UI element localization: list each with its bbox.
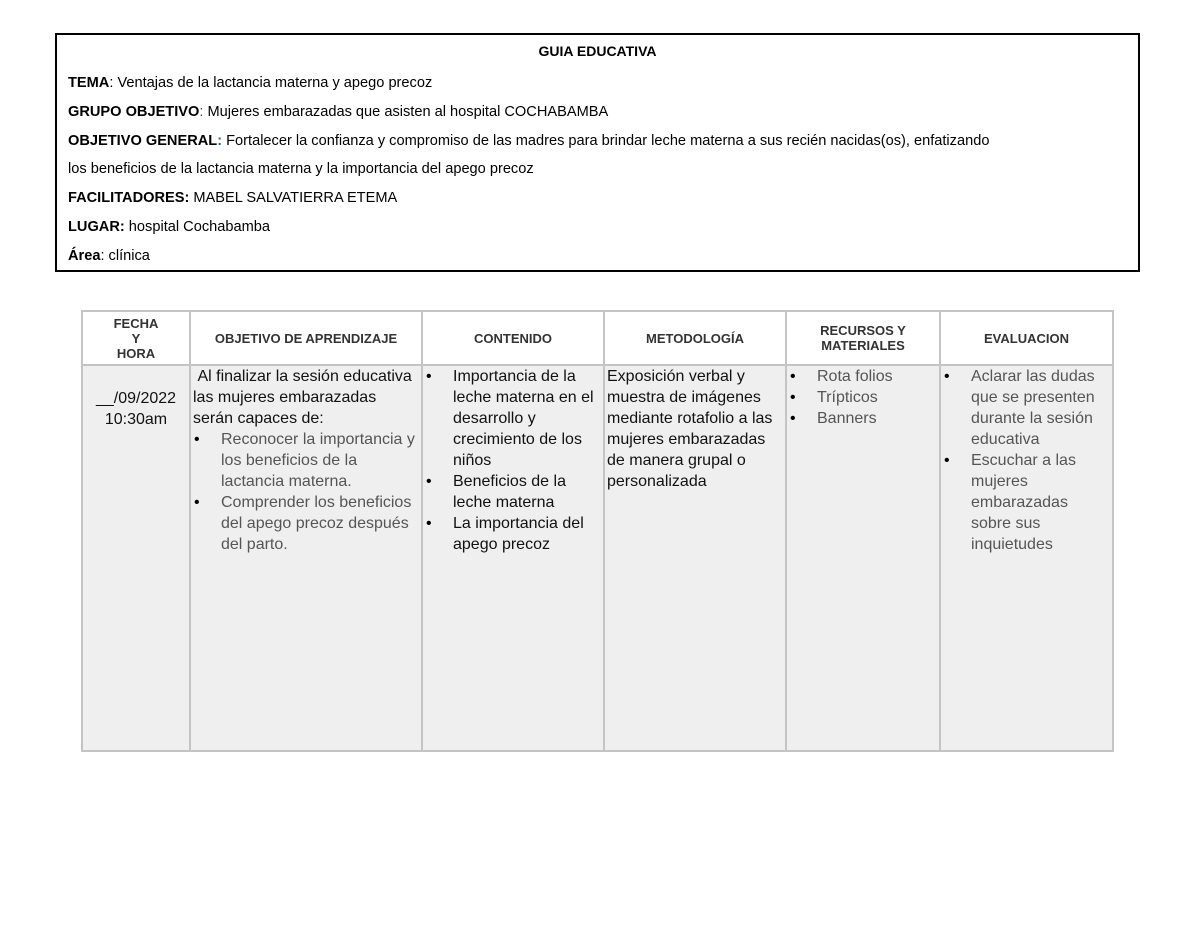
cell-evaluacion — [940, 365, 1113, 751]
lugar-label: LUGAR: — [68, 218, 125, 235]
objetivo-list — [193, 429, 419, 555]
fecha-value: __/09/2022 — [95, 390, 177, 407]
list-item: • La importancia del apego precoz — [453, 513, 601, 555]
lugar-line — [68, 213, 1127, 242]
cell-recursos — [786, 365, 940, 751]
objetivo-general-value: Fortalecer la confianza y compromiso de las madres para brindar leche materna a sus recién nacidas(os), enfatizando — [222, 132, 990, 149]
session-plan-table — [81, 310, 1114, 752]
guide-header-box — [55, 33, 1140, 272]
table-header-row — [82, 311, 1113, 365]
tema-line — [68, 69, 1127, 98]
header-y-text: Y — [131, 330, 141, 346]
header-metodologia: METODOLOGÍA — [604, 311, 786, 365]
list-item: • Escuchar a las mujeres embarazadas sobre sus inquietudes — [971, 450, 1110, 555]
objetivo-intro: Al finalizar la sesión educativa las mujeres embarazadas serán capaces de: — [193, 368, 417, 427]
cell-fecha-hora — [82, 365, 190, 751]
area-label: Área — [68, 247, 101, 264]
header-objetivo: OBJETIVO DE APRENDIZAJE — [190, 311, 422, 365]
lugar-value: hospital Cochabamba — [124, 218, 270, 235]
header-contenido: CONTENIDO — [422, 311, 604, 365]
hora-value: 10:30am — [104, 411, 168, 428]
contenido-list — [425, 366, 601, 555]
grupo-objetivo-value: Mujeres embarazadas que asisten al hospital COCHABAMBA — [203, 103, 609, 120]
facilitadores-value: MABEL SALVATIERRA ETEMA — [189, 190, 398, 207]
header-recursos — [786, 311, 940, 365]
area-line — [68, 242, 1127, 271]
table-row — [82, 365, 1113, 751]
objetivo-general-line — [68, 127, 1127, 156]
evaluacion-list — [943, 366, 1110, 555]
tema-label: TEMA — [68, 75, 110, 91]
list-item: • Aclarar las dudas que se presenten durante la sesión educativa — [971, 366, 1110, 450]
grupo-objetivo-label: GRUPO OBJETIVO — [68, 103, 200, 120]
list-item: • Importancia de la leche materna en el desarrollo y crecimiento de los niños — [453, 366, 601, 471]
grupo-objetivo-line — [68, 98, 1127, 127]
cell-objetivo — [190, 365, 422, 751]
area-value: : clínica — [100, 247, 150, 264]
objetivo-general-label: OBJETIVO GENERAL — [68, 132, 218, 149]
header-hora-text: HORA — [116, 345, 156, 361]
list-item: • Trípticos — [817, 387, 937, 408]
list-item: • Reconocer la importancia y los beneficios de la lactancia materna. — [221, 429, 419, 492]
tema-value: : Ventajas de la lactancia materna y apego precoz — [109, 75, 433, 91]
objetivo-general-colon: : — [217, 132, 223, 149]
header-fecha-text: FECHA — [113, 315, 159, 331]
cell-contenido — [422, 365, 604, 751]
header-evaluacion: EVALUACION — [940, 311, 1113, 365]
facilitadores-line — [68, 184, 1127, 213]
list-item: • Banners — [817, 408, 937, 429]
header-fecha-hora — [82, 311, 190, 365]
cell-metodologia: Exposición verbal y muestra de imágenes mediante rotafolio a las mujeres embarazadas de manera grupal o personalizada — [604, 365, 786, 751]
list-item: • Rota folios — [817, 366, 937, 387]
list-item: • Comprender los beneficios del apego precoz después del parto. — [221, 492, 419, 555]
facilitadores-label: FACILITADORES: — [68, 190, 190, 207]
header-recursos-text: RECURSOS Y — [820, 323, 906, 338]
objetivo-general-line-2: los beneficios de la lactancia materna y la importancia del apego precoz — [68, 161, 534, 178]
list-item: • Beneficios de la leche materna — [453, 471, 601, 513]
guide-title: GUIA EDUCATIVA — [538, 43, 657, 59]
grupo-objetivo-colon: : — [199, 103, 204, 120]
header-materiales-text: MATERIALES — [821, 338, 905, 353]
recursos-list — [789, 366, 937, 429]
